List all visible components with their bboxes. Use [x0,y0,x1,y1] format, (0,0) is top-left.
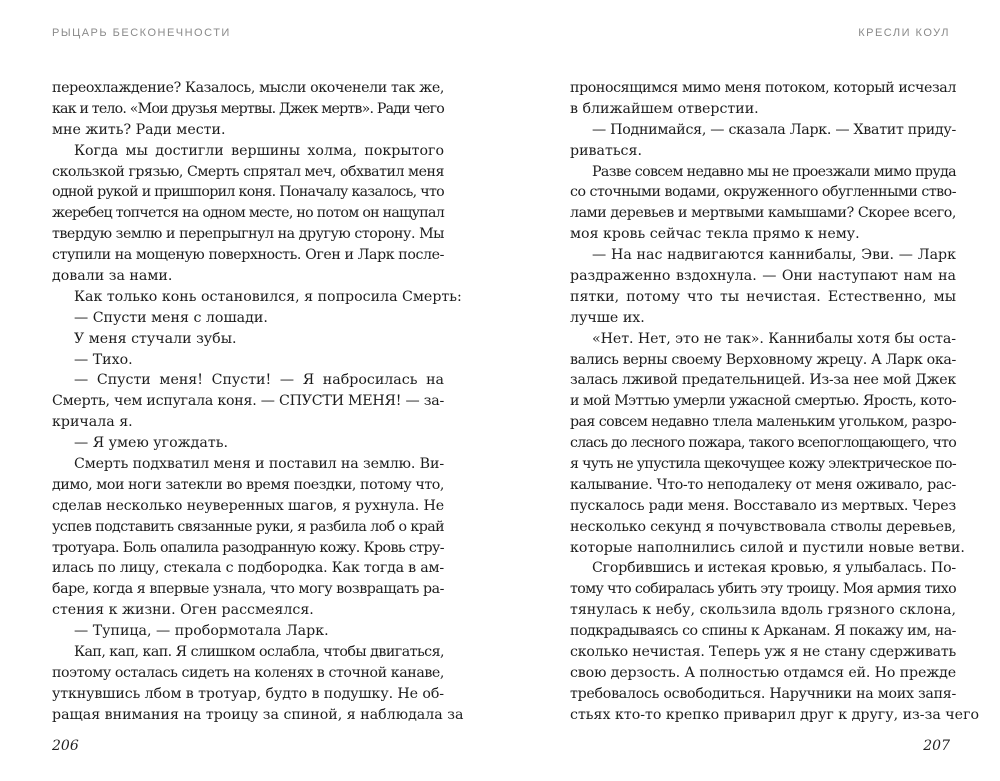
page-number: 207 [923,738,950,754]
text-line: риваться. [570,142,642,159]
text-line: — Спусти меня с лошади. [74,309,268,326]
text-line: пятки, потому что ты нечистая. Естественно, мы [570,288,956,305]
text-line: Разве совсем недавно мы не проезжали мимо пруда [592,163,956,180]
text-line: сколько нечистая. Теперь уж я не стану сдерживать [570,644,956,661]
text-line: проносящимся мимо меня потоком, который исчезал [570,80,956,96]
text-line: калывание. Что-то неподалеку от меня оживало, рас- [570,476,956,493]
text-line: тротуара. Боль опалила разодранную кожу. Кровь стру- [52,539,444,556]
left-page-text [52,78,464,726]
text-line: ращая внимания на троицу за спиной, я наблюдала за [52,706,464,723]
text-line: стения к жизни. Оген рассмеялся. [52,602,314,619]
text-line: скользкой грязью, Смерть спрятал меч, обхватил меня [52,163,444,180]
text-line: сделав несколько неуверенных шагов, я рухнула. Не [52,497,444,514]
text-line: и мой Мэттью умерли ужасной смертью. Ярость, кото- [570,393,956,410]
text-line: твердую землю и перепрыгнул на другую сторону. Мы [52,226,444,243]
text-line: Сгорбившись и истекая кровью, я улыбалась. По- [592,560,956,577]
right-page [500,0,1000,781]
text-line: димо, мои ноги затекли во время поездки, потому что, [52,476,444,493]
text-line: пускалось ради меня. Восставало из мертвых. Через [570,497,956,514]
text-line: поэтому осталась сидеть на коленях в сточной канаве, [52,664,444,681]
text-line: — Тихо. [74,351,133,368]
text-line: Как только конь остановился, я попросила Смерть: [74,288,462,305]
text-line: жеребец топчется на одном месте, но потом он нащупал [52,205,444,222]
text-line: кричала я. [52,414,133,431]
text-line: одной рукой и пришпорил коня. Поначалу казалось, что [52,184,444,201]
text-line: как и тело. «Мои друзья мертвы. Джек мертв». Ради чего [52,100,444,117]
text-line: со сточными водами, окруженного обугленными ство- [570,184,956,201]
text-line: тянулась к небу, скользила вдоль грязного склона, [570,602,956,619]
text-line: переохлаждение? Казалось, мысли окоченели так же, [52,80,444,96]
text-line: «Нет. Нет, это не так». Каннибалы хотя бы оста- [592,330,956,347]
text-line: свою дерзость. А полностью отдамся ей. Но прежде [570,664,956,681]
text-line: ступили на мощеную поверхность. Оген и Ларк после- [52,247,444,264]
text-line: илась по лицу, стекала с подбородка. Как тогда в ам- [52,560,444,577]
text-line: баре, когда я впервые узнала, что могу возвращать ра- [52,581,444,598]
text-line: рая совсем недавно тлела маленьким угольком, разро- [570,414,956,431]
text-line: — Поднимайся, — сказала Ларк. — Хватит приду- [592,121,956,138]
running-head-author: КРЕСЛИ КОУЛ [858,27,950,39]
text-line: моя кровь сейчас текла прямо к нему. [570,226,860,243]
text-line: Смерть, чем испугала коня. — СПУСТИ МЕНЯ! — за- [52,393,444,410]
text-line: подкрадываясь со спины к Арканам. Я покажу им, на- [570,623,956,640]
text-line: уткнувшись лбом в тротуар, будто в подушку. Не об- [52,685,444,702]
text-line: раздраженно вздохнула. — Они наступают нам на [570,268,956,285]
text-line: — Спусти меня! Спусти! — Я набросилась на [74,372,444,389]
text-line: в ближайшем отверстии. [570,100,759,117]
text-line: Смерть подхватил меня и поставил на землю. Ви- [74,456,444,473]
text-line: которые наполнились силой и пустили новые ветви. [570,539,965,556]
text-line: лучше их. [570,309,645,326]
text-line: мне жить? Ради мести. [52,121,226,138]
text-line: вались верны своему Верховному жрецу. А Ларк ока- [570,351,956,368]
text-line: — Тупица, — пробормотала Ларк. [74,623,329,640]
text-line: слась до лесного пожара, такого всепоглощающего, что [570,435,956,452]
text-line: требовалось освободиться. Наручники на моих запя- [570,685,956,702]
text-line: успев подставить связанные руки, я разбила лоб о край [52,518,444,535]
text-line: — Я умею угождать. [74,435,228,452]
text-line: стьях кто-то крепко приварил друг к другу, из-за чего [570,706,980,723]
running-head-book-title: РЫЦАРЬ БЕСКОНЕЧНОСТИ [52,27,231,39]
text-line: — На нас надвигаются каннибалы, Эви. — Ларк [592,247,956,264]
text-line: довали за нами. [52,268,173,285]
text-line: лами деревьев и мертвыми камышами? Скорее всего, [570,205,956,222]
text-line: залась лживой предательницей. Из-за нее мой Джек [570,372,956,389]
text-line: Когда мы достигли вершины холма, покрытого [74,142,444,159]
text-line: несколько секунд я почувствовала стволы деревьев, [570,518,956,535]
text-line: У меня стучали зубы. [74,330,237,347]
right-page-text [570,78,980,726]
text-line: я чуть не упустила щекочущее кожу электрическое по- [570,456,956,473]
page-number: 206 [52,738,79,754]
text-line: тому что собиралась убить эту троицу. Моя армия тихо [570,581,956,598]
text-line: Кап, кап, кап. Я слишком ослабла, чтобы двигаться, [74,644,444,661]
